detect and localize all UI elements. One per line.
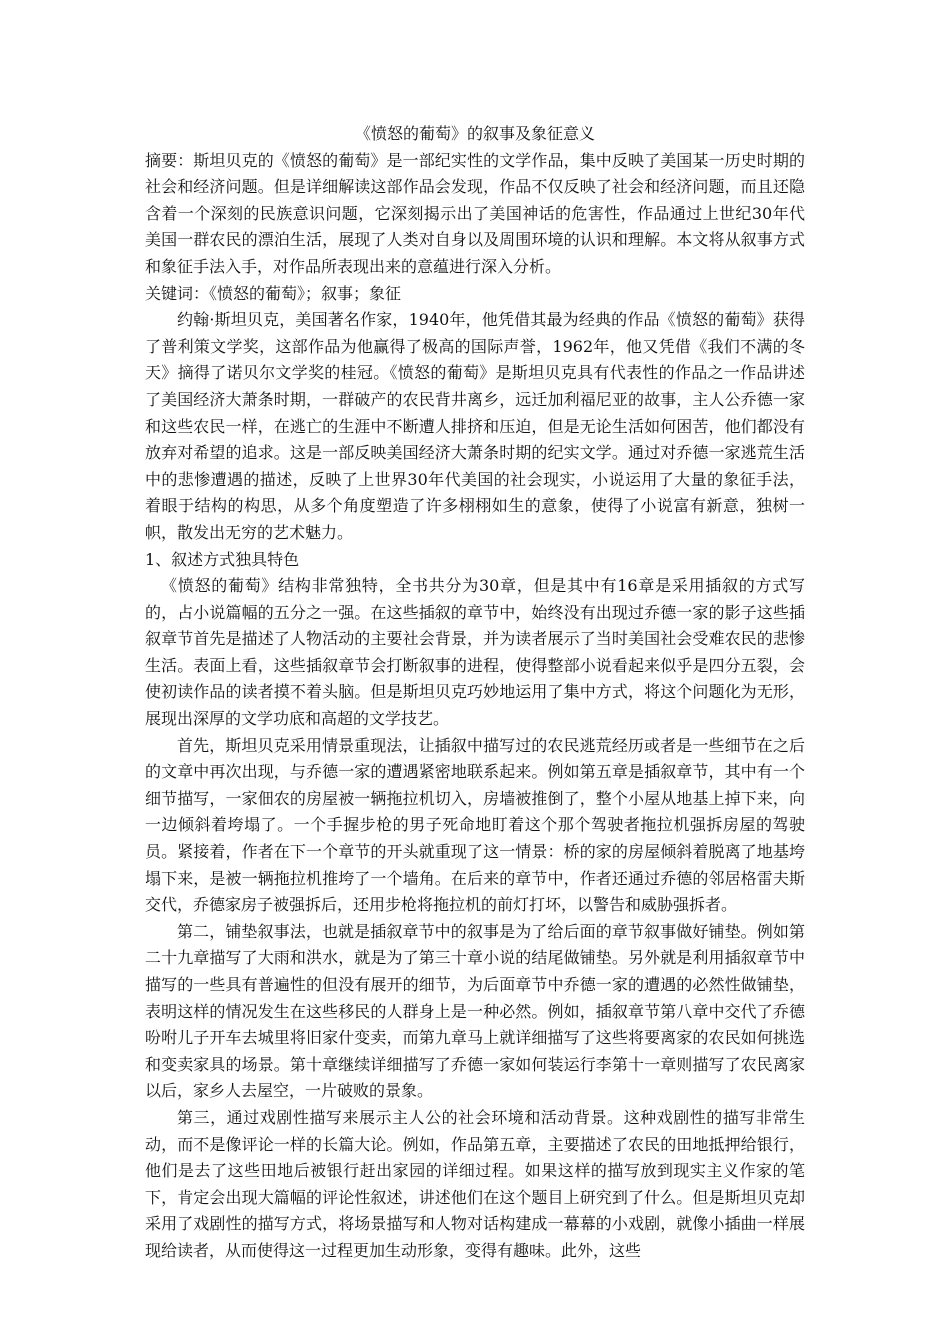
abstract-paragraph: 摘要：斯坦贝克的《愤怒的葡萄》是一部纪实性的文学作品，集中反映了美国某一历史时期的社会和经济问题。但是详细解读这部作品会发现，作品不仅反映了社会和经济问题，而且还隐含着一个深刻的民族意识问题，它深刻揭示出了美国神话的危害性，作品通过上世纪30年代美国一群农民的漂泊生活，展现了人类对自身以及周围环境的认识和理解。本文将从叙事方式和象征手法入手，对作品所表现出来的意蕴进行深入分析。 (145, 150, 805, 276)
document-title: 《愤怒的葡萄》的叙事及象征意义 (354, 124, 595, 143)
body-paragraph: 第二，铺垫叙事法，也就是插叙章节中的叙事是为了给后面的章节叙事做好铺垫。例如第二十九章描写了大雨和洪水，就是为了第三十章小说的结尾做铺垫。另外就是利用插叙章节中描写的一些具有普遍性的但没有展开的细节，为后面章节中乔德一家的遭遇的必然性做铺垫，表明这样的情况发生在这些移民的人群身上是一种必然。例如，插叙章节第八章中交代了乔德吩咐儿子开车去城里将旧家什变卖，而第九章马上就详细描写了这些将要离家的农民如何挑选和变卖家具的场景。第十章继续详细描写了乔德一家如何装运行李第十一章则描写了农民离家以后，家乡人去屋空，一片破败的景象。 (145, 921, 805, 1101)
body-paragraph: 第三，通过戏剧性描写来展示主人公的社会环境和活动背景。这种戏剧性的描写非常生动，而不是像评论一样的长篇大论。例如，作品第五章，主要描述了农民的田地抵押给银行，他们是去了这些田地后被银行赶出家园的详细过程。如果这样的描写放到现实主义作家的笔下，肯定会出现大篇幅的评论性叙述，讲述他们在这个题目上研究到了什么。但是斯坦贝克却采用了戏剧性的描写方式，将场景描写和人物对话构建成一幕幕的小戏剧，就像小插曲一样展现给读者，从而使得这一过程更加生动形象，变得有趣味。此外，这些 (145, 1107, 805, 1260)
keywords-line: 关键词：《愤怒的葡萄》；叙事；象征 (145, 283, 402, 303)
body-paragraph: 《愤怒的葡萄》结构非常独特，全书共分为30章，但是其中有16章是采用插叙的方式写的，占小说篇幅的五分之一强。在这些插叙的章节中，始终没有出现过乔德一家的影子这些插叙章节首先是描述了人物活动的主要社会背景，并为读者展示了当时美国社会受难农民的悲惨生活。表面上看，这些插叙章节会打断叙事的进程，使得整部小说看起来似乎是四分五裂，会使初读作品的读者摸不着头脑。但是斯坦贝克巧妙地运用了集中方式，将这个问题化为无形，展现出深厚的文学功底和高超的文学技艺。 (145, 576, 805, 729)
body-paragraph: 首先，斯坦贝克采用情景重现法，让插叙中描写过的农民逃荒经历或者是一些细节在之后的文章中再次出现，与乔德一家的遭遇紧密地联系起来。例如第五章是插叙章节，其中有一个细节描写，一家佃农的房屋被一辆拖拉机切入，房墙被推倒了，整个小屋从地基上掉下来，向一边倾斜着垮塌了。一个手握步枪的男子死命地盯着这个那个驾驶者拖拉机强拆房屋的驾驶员。紧接着，作者在下一个章节的开头就重现了这一情景：桥的家的房屋倾斜着脱离了地基垮塌下来，是被一辆拖拉机推垮了一个墙角。在后来的章节中，作者还通过乔德的邻居格雷夫斯交代，乔德家房子被强拆后，还用步枪将拖拉机的前灯打坏，以警告和威胁强拆者。 (145, 735, 805, 915)
document-page (145, 121, 805, 1265)
section-heading: 1、叙述方式独具特色 (145, 549, 300, 569)
intro-paragraph: 约翰·斯坦贝克，美国著名作家，1940年，他凭借其最为经典的作品《愤怒的葡萄》获得了普利策文学奖，这部作品为他赢得了极高的国际声誉，1962年，他又凭借《我们不满的冬天》摘得了诺贝尔文学奖的桂冠。《愤怒的葡萄》是斯坦贝克具有代表性的作品之一作品讲述了美国经济大萧条时期，一群破产的农民背井离乡，远迁加利福尼亚的故事，主人公乔德一家和这些农民一样，在逃亡的生涯中不断遭人排挤和压迫，但是无论生活如何困苦，他们都没有放弃对希望的追求。这是一部反映美国经济大萧条时期的纪实文学。通过对乔德一家逃荒生活中的悲惨遭遇的描述，反映了上世界30年代美国的社会现实，小说运用了大量的象征手法，着眼于结构的构思，从多个角度塑造了许多栩栩如生的意象，使得了小说富有新意，独树一帜，散发出无穷的艺术魅力。 (145, 310, 805, 542)
